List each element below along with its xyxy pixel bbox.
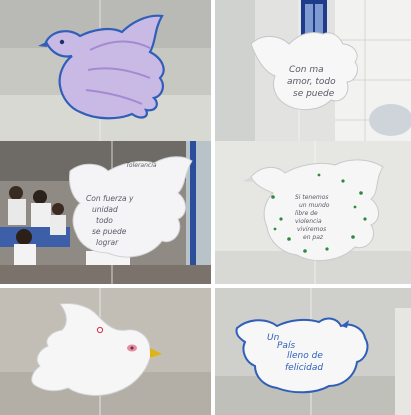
dove-6-line-4: felicidad [285,363,324,373]
dove-2-line-2: amor, todo [287,77,336,87]
dove-4-line-1: Si tenemos [295,194,329,201]
dove-4-line-4: violencia [295,218,322,225]
dove-6-illustration [215,288,411,415]
dove-4-line-5: viviremos [297,226,327,233]
dove-3-top-note: Tolerancia [126,162,157,169]
dove-5-illustration [0,288,211,415]
dove-6-line-1: Un [267,333,280,343]
dove-6-line-2: País [277,341,296,351]
dove-3-line-2: unidad [92,205,118,214]
dove-3-line-5: lograr [96,238,119,247]
dove-6-line-3: lleno de [287,351,323,361]
dove-2-illustration [215,0,411,141]
photo-dove-pink-eye [0,288,211,415]
dove-4-illustration [215,141,411,284]
photo-dove-blue-outline [215,288,411,415]
photo-dove-window [215,0,411,141]
dove-3-illustration [0,141,211,284]
dove-3-line-3: todo [96,216,113,225]
dove-4-line-6: en paz [303,234,324,241]
dove-4-line-2: un mundo [299,202,330,209]
photo-dove-green-dots [215,141,411,284]
dove-1-illustration [0,0,211,141]
dove-4-line-3: libre de [295,210,318,217]
photo-dove-classroom [0,141,211,284]
photo-dove-blue-purple [0,0,211,141]
dove-2-line-3: se puede [293,89,335,99]
dove-3-line-1: Con fuerza y [86,194,134,203]
dove-3-line-4: se puede [92,227,127,236]
dove-2-line-1: Con ma [289,65,324,75]
